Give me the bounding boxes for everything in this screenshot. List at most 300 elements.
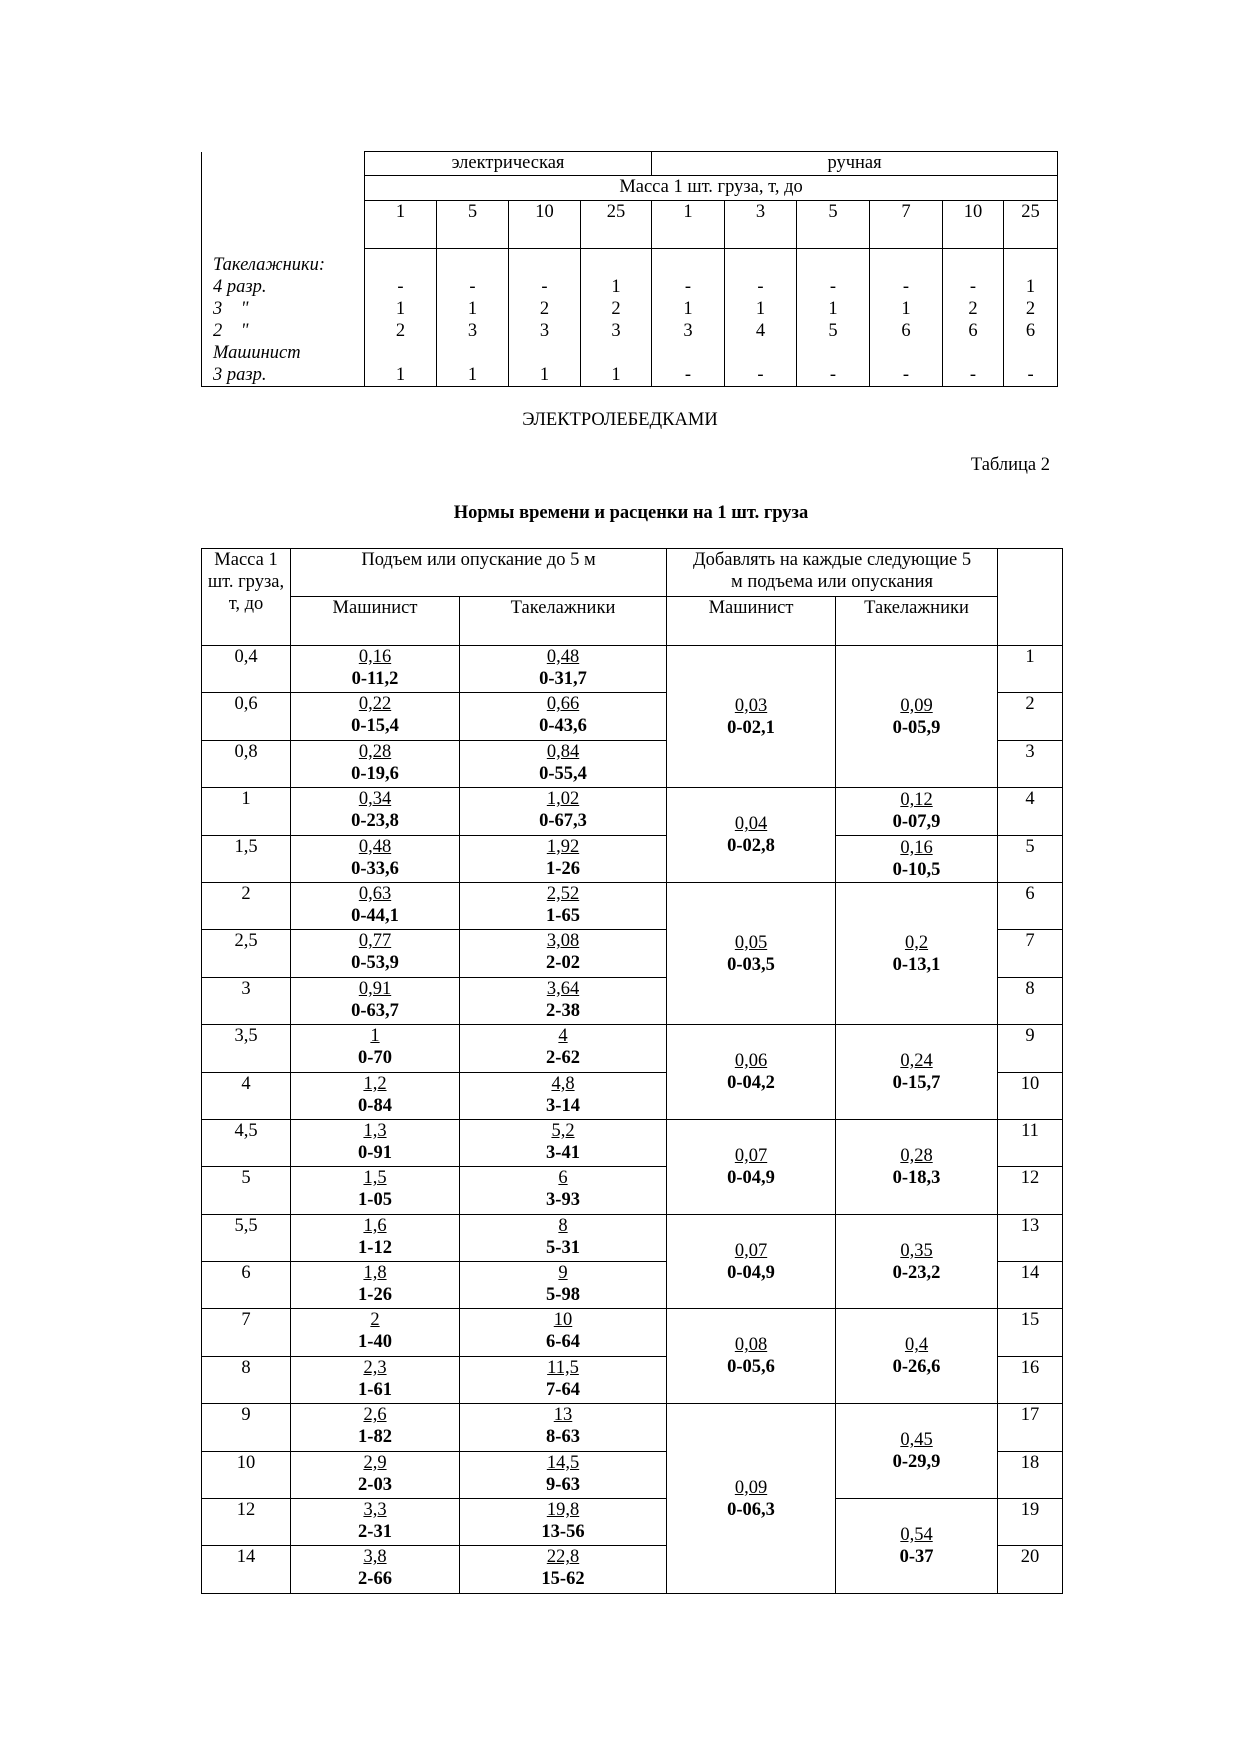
table-label: Таблица 2	[970, 455, 1050, 475]
norm-time: 0,06	[734, 1051, 768, 1072]
header-add-operator: Машинист	[667, 597, 836, 646]
add-operator-cell	[667, 1025, 836, 1120]
crew-count: 2	[968, 299, 978, 319]
rate: 2-62	[546, 1048, 580, 1069]
rate: 1-26	[358, 1285, 392, 1306]
rate: 0-43,6	[539, 716, 587, 737]
row-number: 3	[998, 740, 1063, 787]
norm-time: 0,22	[358, 694, 392, 715]
lift-riggers-cell	[460, 1404, 667, 1451]
rate: 0-04,9	[727, 1262, 775, 1283]
spacer	[797, 342, 869, 364]
mass-value: 7	[870, 201, 943, 249]
add-operator-cell	[667, 1309, 836, 1404]
mass-value: 1	[652, 201, 725, 249]
row-labels	[202, 249, 365, 387]
row-number: 11	[998, 1119, 1063, 1166]
lift-operator-cell	[291, 646, 460, 693]
norm-time: 0,08	[734, 1335, 768, 1356]
rate: 8-63	[546, 1427, 580, 1448]
crew-count: 5	[828, 321, 838, 341]
norm-time: 5,2	[551, 1120, 575, 1141]
add-riggers-cell	[836, 882, 998, 1024]
rate: 2-02	[546, 953, 580, 974]
row-number: 12	[998, 1167, 1063, 1214]
lift-riggers-cell	[460, 835, 667, 882]
crew-column	[797, 249, 870, 387]
mass-cell: 12	[202, 1499, 291, 1546]
crew-column	[581, 249, 652, 387]
mass-cell: 0,4	[202, 646, 291, 693]
crew-column	[509, 249, 581, 387]
rate: 13-56	[541, 1522, 585, 1543]
crew-column	[365, 249, 437, 387]
corner-cell	[202, 152, 365, 249]
row-number: 19	[998, 1499, 1063, 1546]
row-number: 10	[998, 1072, 1063, 1119]
norm-time: 19,8	[546, 1500, 580, 1521]
norm-time: 9	[558, 1263, 568, 1284]
crew-count: -	[757, 365, 764, 385]
rate: 0-15,7	[892, 1073, 941, 1094]
table-row	[202, 1214, 1063, 1261]
lift-riggers-cell	[460, 1072, 667, 1119]
table-row	[202, 646, 1063, 693]
crew-column	[725, 249, 797, 387]
crew-count: 6	[968, 321, 978, 341]
table-title: Нормы времени и расценки на 1 шт. груза	[453, 503, 809, 523]
header-mass: Масса 1 шт. груза, т, до	[202, 549, 291, 646]
crew-count: -	[829, 365, 837, 385]
mass-cell: 1,5	[202, 835, 291, 882]
crew-count: 2	[611, 299, 621, 319]
rate: 0-18,3	[892, 1167, 941, 1188]
mass-value: 1	[365, 201, 437, 249]
spacer	[870, 342, 942, 364]
row-label: 3 разр.	[213, 365, 267, 385]
rate: 0-06,3	[727, 1499, 775, 1520]
rate: 0-15,4	[351, 716, 399, 737]
rate: 0-11,2	[351, 669, 399, 689]
lift-operator-cell	[291, 1356, 460, 1403]
crew-column	[943, 249, 1004, 387]
table-row	[202, 835, 1063, 882]
crew-count: 2	[1025, 299, 1036, 319]
norm-time: 1	[370, 1026, 380, 1047]
lift-riggers-cell	[460, 882, 667, 929]
norm-time: 2	[370, 1310, 380, 1331]
norm-time: 1,02	[546, 789, 580, 810]
crew-column	[437, 249, 509, 387]
mass-cell: 5	[202, 1167, 291, 1214]
rate: 9-63	[546, 1474, 580, 1495]
rate: 0-31,7	[539, 669, 587, 689]
crew-count: 1	[539, 365, 550, 385]
rate: 2-03	[358, 1474, 392, 1495]
crew-count: -	[902, 277, 910, 297]
rate: 0-07,9	[892, 812, 941, 833]
rate: 0-03,5	[727, 954, 775, 975]
norm-time: 1,8	[363, 1263, 387, 1284]
add-riggers-cell	[836, 788, 998, 835]
lift-operator-cell	[291, 1404, 460, 1451]
add-riggers-cell	[836, 1025, 998, 1120]
row-label: 3 "	[213, 299, 249, 319]
header-lift-operator: Машинист	[291, 597, 460, 646]
lift-operator-cell	[291, 1451, 460, 1498]
mass-cell: 3,5	[202, 1025, 291, 1072]
mass-cell: 9	[202, 1404, 291, 1451]
norm-time: 10	[553, 1310, 573, 1331]
rate: 15-62	[541, 1569, 585, 1590]
rate: 0-19,6	[351, 763, 399, 784]
crew-count: 3	[611, 321, 621, 341]
rate: 2-31	[358, 1522, 392, 1543]
spacer	[509, 254, 580, 276]
norm-time: 0,28	[900, 1145, 933, 1166]
rate: 0-67,3	[539, 811, 587, 832]
lift-riggers-cell	[460, 1309, 667, 1356]
rate: 0-26,6	[892, 1357, 941, 1378]
crew-count: 1	[755, 299, 766, 319]
mass-cell: 0,8	[202, 740, 291, 787]
spacer	[1004, 342, 1057, 364]
spacer	[943, 342, 1003, 364]
lift-operator-cell	[291, 740, 460, 787]
rate: 1-26	[546, 858, 580, 879]
norm-time: 0,07	[734, 1145, 768, 1166]
rate: 0-10,5	[892, 859, 941, 880]
rate: 0-37	[899, 1546, 934, 1567]
row-number: 18	[998, 1451, 1063, 1498]
table-row	[202, 1025, 1063, 1072]
mass-cell: 2,5	[202, 930, 291, 977]
group-electric: электрическая	[365, 152, 652, 176]
mass-cell: 4	[202, 1072, 291, 1119]
norm-time: 0,48	[546, 647, 580, 667]
spacer	[437, 342, 508, 364]
row-label: 4 разр.	[213, 277, 267, 297]
norm-time: 0,03	[734, 695, 768, 716]
crew-count: 6	[1025, 321, 1036, 341]
norm-time: 0,63	[358, 883, 392, 904]
table-row	[202, 1499, 1063, 1546]
crew-count: -	[469, 277, 476, 297]
norm-time: 8	[558, 1215, 568, 1236]
mass-cell: 0,6	[202, 693, 291, 740]
norm-time: 4,8	[551, 1073, 575, 1094]
mass-value: 10	[943, 201, 1004, 249]
row-number: 1	[998, 646, 1063, 693]
row-number: 16	[998, 1356, 1063, 1403]
crew-count: -	[684, 277, 692, 297]
rate: 0-05,6	[727, 1357, 775, 1378]
crew-count: 1	[683, 299, 693, 319]
norm-time: 0,34	[358, 789, 392, 810]
mass-cell: 1	[202, 788, 291, 835]
rate: 0-84	[358, 1095, 392, 1116]
norm-time: 0,07	[734, 1240, 768, 1261]
crew-count: -	[902, 365, 910, 385]
mass-value: 25	[581, 201, 652, 249]
lift-operator-cell	[291, 788, 460, 835]
rate: 0-23,8	[351, 811, 399, 832]
rate: 0-55,4	[539, 763, 587, 784]
header-lift: Подъем или опускание до 5 м	[291, 549, 667, 597]
crew-count: 1	[611, 277, 621, 297]
lift-operator-cell	[291, 1309, 460, 1356]
norm-time: 0,84	[546, 741, 580, 762]
lift-riggers-cell	[460, 740, 667, 787]
add-operator-cell	[667, 788, 836, 883]
table-row	[202, 1404, 1063, 1451]
spacer	[870, 254, 942, 276]
rate: 0-13,1	[892, 954, 941, 975]
spacer	[509, 342, 580, 364]
table-row	[202, 882, 1063, 929]
rate: 0-04,9	[727, 1167, 775, 1188]
spacer	[365, 342, 436, 364]
add-operator-cell	[667, 1214, 836, 1309]
spacer	[581, 254, 651, 276]
rate: 7-64	[546, 1379, 580, 1400]
add-riggers-cell	[836, 835, 998, 882]
mass-cell: 4,5	[202, 1119, 291, 1166]
lift-riggers-cell	[460, 693, 667, 740]
norm-time: 2,9	[363, 1452, 387, 1473]
norm-time: 3,8	[363, 1547, 387, 1568]
rate: 0-02,8	[727, 836, 775, 857]
lift-operator-cell	[291, 1546, 460, 1593]
lift-operator-cell	[291, 1262, 460, 1309]
lift-riggers-cell	[460, 1546, 667, 1593]
crew-column	[1004, 249, 1058, 387]
row-number: 17	[998, 1404, 1063, 1451]
norm-time: 1,6	[363, 1215, 387, 1236]
crew-count: 2	[539, 299, 550, 319]
time-norms-table	[201, 548, 1063, 1594]
norm-time: 3,08	[546, 931, 580, 952]
crew-count: 3	[683, 321, 693, 341]
lift-operator-cell	[291, 1119, 460, 1166]
table-row	[202, 1119, 1063, 1166]
mass-value: 5	[797, 201, 870, 249]
lift-riggers-cell	[460, 977, 667, 1024]
norm-time: 0,35	[900, 1240, 933, 1261]
header-lift-riggers: Такелажники	[460, 597, 667, 646]
spacer	[652, 254, 724, 276]
lift-riggers-cell	[460, 1167, 667, 1214]
row-number: 15	[998, 1309, 1063, 1356]
crew-column	[870, 249, 943, 387]
rate: 6-64	[546, 1332, 580, 1353]
row-number: 7	[998, 930, 1063, 977]
add-riggers-cell	[836, 1499, 998, 1594]
norm-time: 3,3	[363, 1500, 387, 1521]
rate: 0-70	[358, 1048, 392, 1069]
lift-operator-cell	[291, 930, 460, 977]
mass-cell: 3	[202, 977, 291, 1024]
add-operator-cell	[667, 646, 836, 788]
row-label: 2 "	[213, 321, 249, 341]
lift-operator-cell	[291, 1499, 460, 1546]
row-number: 14	[998, 1262, 1063, 1309]
norm-time: 0,45	[900, 1430, 933, 1451]
crew-count: 1	[828, 299, 838, 319]
norm-time: 4	[558, 1026, 568, 1047]
norm-time: 0,04	[734, 814, 768, 835]
rate: 3-14	[546, 1095, 580, 1116]
lift-operator-cell	[291, 693, 460, 740]
lift-operator-cell	[291, 1167, 460, 1214]
table-row	[202, 788, 1063, 835]
crew-count: 6	[901, 321, 911, 341]
norm-time: 0,09	[734, 1477, 768, 1498]
row-label: Машинист	[213, 343, 301, 363]
rate: 0-44,1	[351, 905, 399, 926]
section-heading: ЭЛЕКТРОЛЕБЕДКАМИ	[522, 410, 718, 430]
mass-value: 25	[1004, 201, 1058, 249]
crew-count: -	[969, 277, 977, 297]
add-riggers-cell	[836, 1119, 998, 1214]
row-number: 2	[998, 693, 1063, 740]
rate: 2-38	[546, 1000, 580, 1021]
spacer	[943, 254, 1003, 276]
add-riggers-cell	[836, 1404, 998, 1499]
lift-riggers-cell	[460, 1499, 667, 1546]
rate: 1-05	[358, 1190, 392, 1211]
crew-count: 4	[755, 321, 766, 341]
crew-composition-table	[201, 151, 1058, 387]
crew-count: -	[684, 365, 692, 385]
lift-riggers-cell	[460, 788, 667, 835]
crew-count: -	[969, 365, 977, 385]
mass-cell: 14	[202, 1546, 291, 1593]
crew-count: 3	[539, 321, 550, 341]
row-number: 9	[998, 1025, 1063, 1072]
rate: 3-93	[546, 1190, 580, 1211]
row-number: 4	[998, 788, 1063, 835]
crew-count: -	[829, 277, 837, 297]
rate: 0-29,9	[892, 1452, 941, 1473]
rate: 5-98	[546, 1285, 580, 1306]
rate: 0-91	[358, 1142, 392, 1163]
mass-value: 5	[437, 201, 509, 249]
spacer	[797, 254, 869, 276]
norm-time: 0,12	[900, 790, 933, 811]
crew-count: 1	[611, 365, 621, 385]
norm-time: 0,48	[358, 836, 392, 857]
crew-count: 3	[467, 321, 478, 341]
norm-time: 13	[553, 1405, 573, 1426]
mass-cell: 6	[202, 1262, 291, 1309]
rate: 1-40	[358, 1332, 392, 1353]
rate: 0-63,7	[351, 1000, 399, 1021]
rate: 1-61	[358, 1379, 392, 1400]
header-row-number	[998, 549, 1063, 646]
rate: 0-05,9	[892, 717, 941, 738]
norm-time: 0,66	[546, 694, 580, 715]
norm-time: 0,77	[358, 931, 392, 952]
rate: 0-04,2	[727, 1073, 775, 1094]
crew-count: 1	[395, 299, 406, 319]
norm-time: 1,2	[363, 1073, 387, 1094]
mass-cell: 2	[202, 882, 291, 929]
norm-time: 0,16	[900, 837, 933, 858]
norm-time: 0,09	[900, 695, 933, 716]
crew-count: 1	[395, 365, 406, 385]
norm-time: 0,54	[900, 1524, 933, 1545]
rate: 5-31	[546, 1237, 580, 1258]
crew-count: 1	[901, 299, 911, 319]
lift-riggers-cell	[460, 1214, 667, 1261]
crew-count: 1	[1025, 277, 1036, 297]
mass-value: 10	[509, 201, 581, 249]
lift-riggers-cell	[460, 1451, 667, 1498]
header-add-riggers: Такелажники	[836, 597, 998, 646]
norm-time: 0,4	[904, 1335, 929, 1356]
group-manual: ручная	[652, 152, 1058, 176]
lift-riggers-cell	[460, 1356, 667, 1403]
row-number: 5	[998, 835, 1063, 882]
lift-riggers-cell	[460, 930, 667, 977]
rate: 0-53,9	[351, 953, 399, 974]
add-operator-cell	[667, 1404, 836, 1594]
spacer	[365, 254, 436, 276]
norm-time: 11,5	[547, 1357, 579, 1378]
norm-time: 2,52	[546, 883, 580, 904]
lift-operator-cell	[291, 1214, 460, 1261]
row-number: 6	[998, 882, 1063, 929]
mass-cell: 8	[202, 1356, 291, 1403]
spacer	[725, 254, 796, 276]
crew-count: 1	[467, 299, 478, 319]
add-riggers-cell	[836, 1309, 998, 1404]
lift-riggers-cell	[460, 1119, 667, 1166]
norm-time: 0,28	[358, 741, 392, 762]
mass-cell: 10	[202, 1451, 291, 1498]
norm-time: 6	[558, 1168, 568, 1189]
row-number: 8	[998, 977, 1063, 1024]
rate: 2-66	[358, 1569, 392, 1590]
rate: 0-33,6	[351, 858, 399, 879]
row-number: 13	[998, 1214, 1063, 1261]
norm-time: 0,05	[734, 932, 768, 953]
row-label: Такелажники:	[213, 255, 326, 275]
crew-count: -	[757, 277, 764, 297]
rate: 0-23,2	[892, 1262, 941, 1283]
spacer	[437, 254, 508, 276]
table-row	[202, 1309, 1063, 1356]
norm-time: 0,24	[900, 1051, 933, 1072]
rate: 1-82	[358, 1427, 392, 1448]
spacer	[652, 342, 724, 364]
crew-column	[652, 249, 725, 387]
rate: 1-12	[358, 1237, 392, 1258]
rate: 0-02,1	[727, 717, 775, 738]
mass-value: 3	[725, 201, 797, 249]
crew-count: 2	[395, 321, 406, 341]
spacer	[1004, 254, 1057, 276]
norm-time: 1,3	[363, 1120, 387, 1141]
crew-count: 1	[467, 365, 478, 385]
rate: 3-41	[546, 1142, 580, 1163]
lift-operator-cell	[291, 977, 460, 1024]
norm-time: 1,5	[363, 1168, 387, 1189]
crew-count: -	[397, 277, 404, 297]
norm-time: 0,91	[358, 978, 392, 999]
rate: 1-65	[546, 905, 580, 926]
